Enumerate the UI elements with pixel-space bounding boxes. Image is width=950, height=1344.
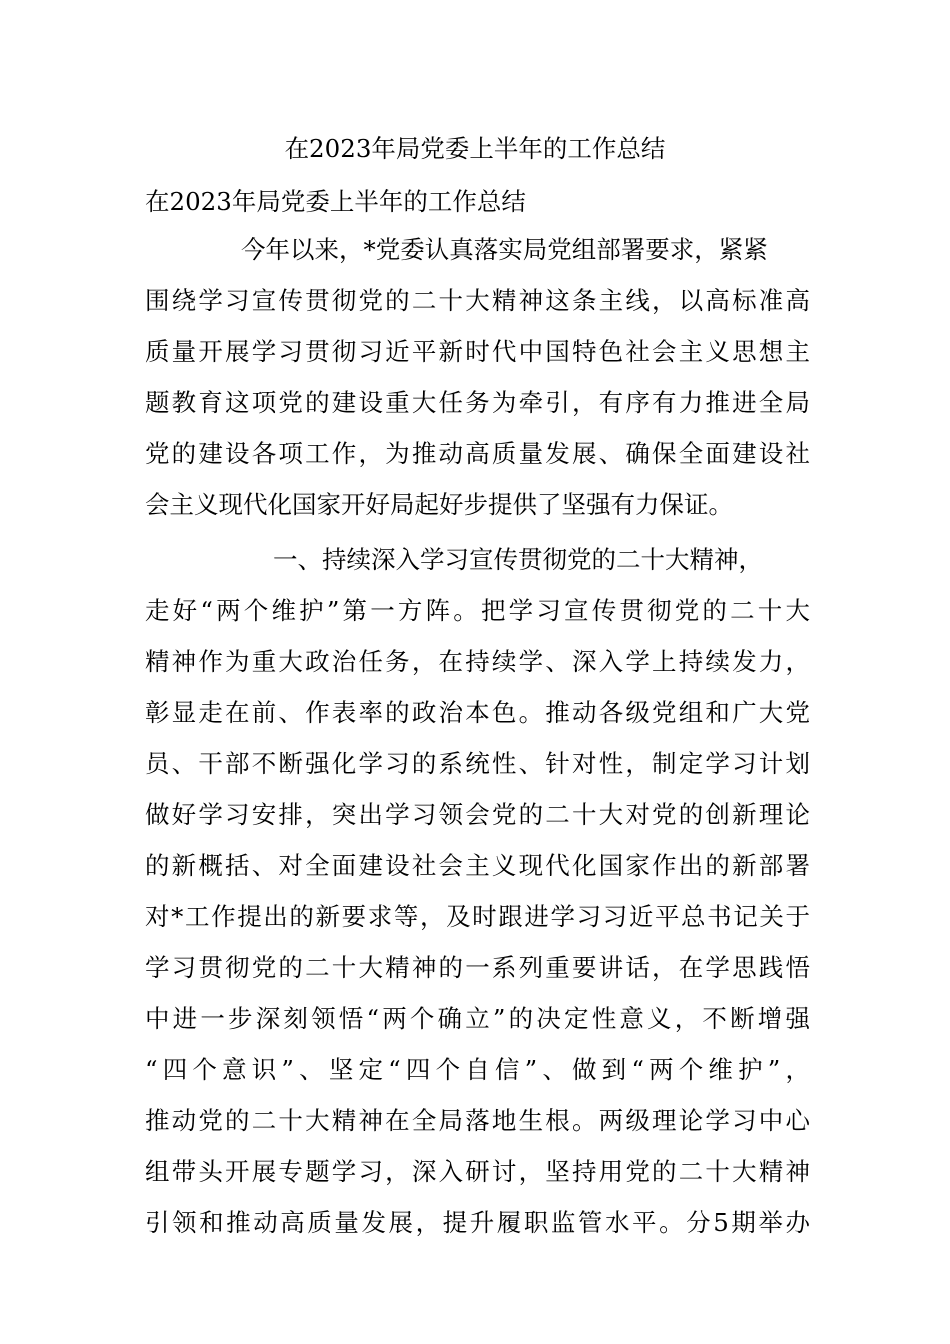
paragraph-line: 推动党的二十大精神在全局落地生根。两级理论学习中心 (145, 1106, 810, 1135)
paragraph-line: 学习贯彻党的二十大精神的一系列重要讲话，在学思践悟 (145, 953, 810, 982)
paragraph-line: 走好“两个维护”第一方阵。把学习宣传贯彻党的二十大 (145, 596, 810, 625)
paragraph-line: 引领和推动高质量发展，提升履职监管水平。分5期举办 (145, 1208, 810, 1237)
paragraph-line: 质量开展学习贯彻习近平新时代中国特色社会主义思想主 (145, 337, 810, 366)
paragraph-line: 围绕学习宣传贯彻党的二十大精神这条主线，以高标准高 (145, 286, 810, 315)
paragraph-line: “四个意识”、坚定“四个自信”、做到“两个维护”， (145, 1055, 810, 1084)
paragraph-line: 对*工作提出的新要求等，及时跟进学习习近平总书记关于 (145, 902, 810, 931)
paragraph-line: 中进一步深刻领悟“两个确立”的决定性意义，不断增强 (145, 1004, 810, 1033)
paragraph-line: 今年以来，*党委认真落实局党组部署要求，紧紧 (241, 235, 768, 264)
paragraph-line: 员、干部不断强化学习的系统性、针对性，制定学习计划 (145, 749, 810, 778)
section-heading-line: 一、持续深入学习宣传贯彻党的二十大精神， (273, 545, 763, 574)
paragraph-line: 彰显走在前、作表率的政治本色。推动各级党组和广大党 (145, 698, 810, 727)
paragraph-line: 做好学习安排，突出学习领会党的二十大对党的创新理论 (145, 800, 810, 829)
document-body (145, 230, 810, 1254)
document-subtitle: 在2023年局党委上半年的工作总结 (145, 187, 526, 216)
paragraph-line: 组带头开展专题学习，深入研讨，坚持用党的二十大精神 (145, 1157, 810, 1186)
paragraph-line: 会主义现代化国家开好局起好步提供了坚强有力保证。 (145, 490, 733, 519)
paragraph-line: 精神作为重大政治任务，在持续学、深入学上持续发力， (145, 647, 810, 676)
paragraph-line: 党的建设各项工作，为推动高质量发展、确保全面建设社 (145, 439, 810, 468)
document-title: 在2023年局党委上半年的工作总结 (284, 134, 666, 163)
paragraph-line: 题教育这项党的建设重大任务为牵引，有序有力推进全局 (145, 388, 810, 417)
paragraph-line: 的新概括、对全面建设社会主义现代化国家作出的新部署 (145, 851, 810, 880)
